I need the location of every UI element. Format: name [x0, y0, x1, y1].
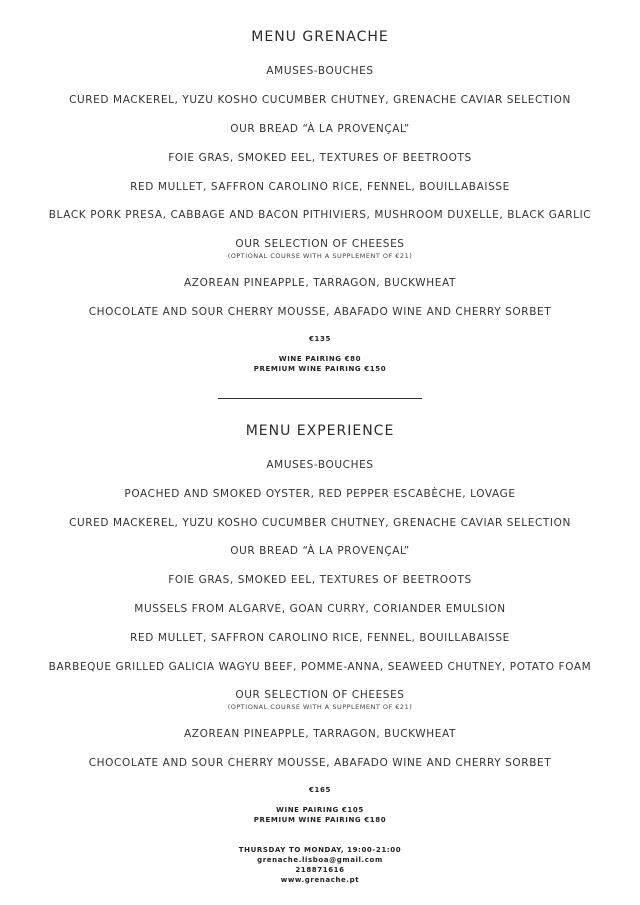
- website-link[interactable]: www.grenache.pt: [280, 876, 360, 884]
- menu-experience-item: RED MULLET, SAFFRON CAROLINO RICE, FENNEL, BOUILLABAISSE: [130, 632, 510, 644]
- menu-experience-item: AZOREAN PINEAPPLE, TARRAGON, BUCKWHEAT: [184, 728, 456, 740]
- contact-phone[interactable]: 218871616: [295, 866, 345, 874]
- menu-experience-item: POACHED AND SMOKED OYSTER, RED PEPPER ESCABÈCHE, LOVAGE: [124, 488, 516, 500]
- menu-experience-premium-wine-pairing: PREMIUM WINE PAIRING €180: [253, 816, 387, 824]
- menu-grenache-wine-pairing: WINE PAIRING €80: [278, 355, 362, 363]
- menu-experience-price: €165: [309, 786, 331, 794]
- menu-grenache-item: AMUSES-BOUCHES: [266, 65, 374, 77]
- menu-grenache-premium-wine-pairing: PREMIUM WINE PAIRING €150: [253, 365, 387, 373]
- menu-experience-item: BARBEQUE GRILLED GALICIA WAGYU BEEF, POMME-ANNA, SEAWEED CHUTNEY, POTATO FOAM: [48, 661, 592, 673]
- menu-experience-title: MENU EXPERIENCE: [245, 423, 395, 439]
- menu-grenache-item: RED MULLET, SAFFRON CAROLINO RICE, FENNEL, BOUILLABAISSE: [130, 181, 510, 193]
- menu-grenache-cheese-note: (OPTIONAL COURSE WITH A SUPPLEMENT OF €21): [227, 252, 413, 260]
- menu-experience-item: AMUSES-BOUCHES: [266, 459, 374, 471]
- menu-experience-item: CURED MACKEREL, YUZU KOSHO CUCUMBER CHUTNEY, GRENACHE CAVIAR SELECTION: [69, 517, 571, 529]
- menu-grenache-item: AZOREAN PINEAPPLE, TARRAGON, BUCKWHEAT: [184, 277, 456, 289]
- menu-grenache-item: CHOCOLATE AND SOUR CHERRY MOUSSE, ABAFADO WINE AND CHERRY SORBET: [88, 306, 552, 318]
- contact-email[interactable]: grenache.lisboa@gmail.com: [257, 856, 383, 864]
- opening-hours: THURSDAY TO MONDAY, 19:00-21:00: [238, 846, 402, 854]
- menu-grenache-item: CURED MACKEREL, YUZU KOSHO CUCUMBER CHUTNEY, GRENACHE CAVIAR SELECTION: [69, 94, 571, 106]
- menu-grenache-price: €135: [309, 335, 331, 343]
- menu-grenache-item: OUR BREAD “À LA PROVENÇAL”: [230, 123, 410, 135]
- menu-experience-wine-pairing: WINE PAIRING €105: [276, 806, 364, 814]
- menu-experience-item: OUR SELECTION OF CHEESES: [235, 689, 405, 701]
- menu-experience-cheese-note: (OPTIONAL COURSE WITH A SUPPLEMENT OF €21): [227, 703, 413, 711]
- menu-grenache-title: MENU GRENACHE: [251, 29, 389, 45]
- menu-grenache-item: BLACK PORK PRESA, CABBAGE AND BACON PITHIVIERS, MUSHROOM DUXELLE, BLACK GARLIC: [48, 209, 592, 221]
- menu-experience-item: OUR BREAD “À LA PROVENÇAL”: [230, 545, 410, 557]
- menu-grenache-item: OUR SELECTION OF CHEESES: [235, 238, 405, 250]
- menu-grenache-item: FOIE GRAS, SMOKED EEL, TEXTURES OF BEETROOTS: [168, 152, 472, 164]
- menu-experience-item: FOIE GRAS, SMOKED EEL, TEXTURES OF BEETROOTS: [168, 574, 472, 586]
- menu-experience-item: CHOCOLATE AND SOUR CHERRY MOUSSE, ABAFADO WINE AND CHERRY SORBET: [88, 757, 552, 769]
- menu-experience-item: MUSSELS FROM ALGARVE, GOAN CURRY, CORIANDER EMULSION: [134, 603, 506, 615]
- section-divider: [218, 398, 422, 399]
